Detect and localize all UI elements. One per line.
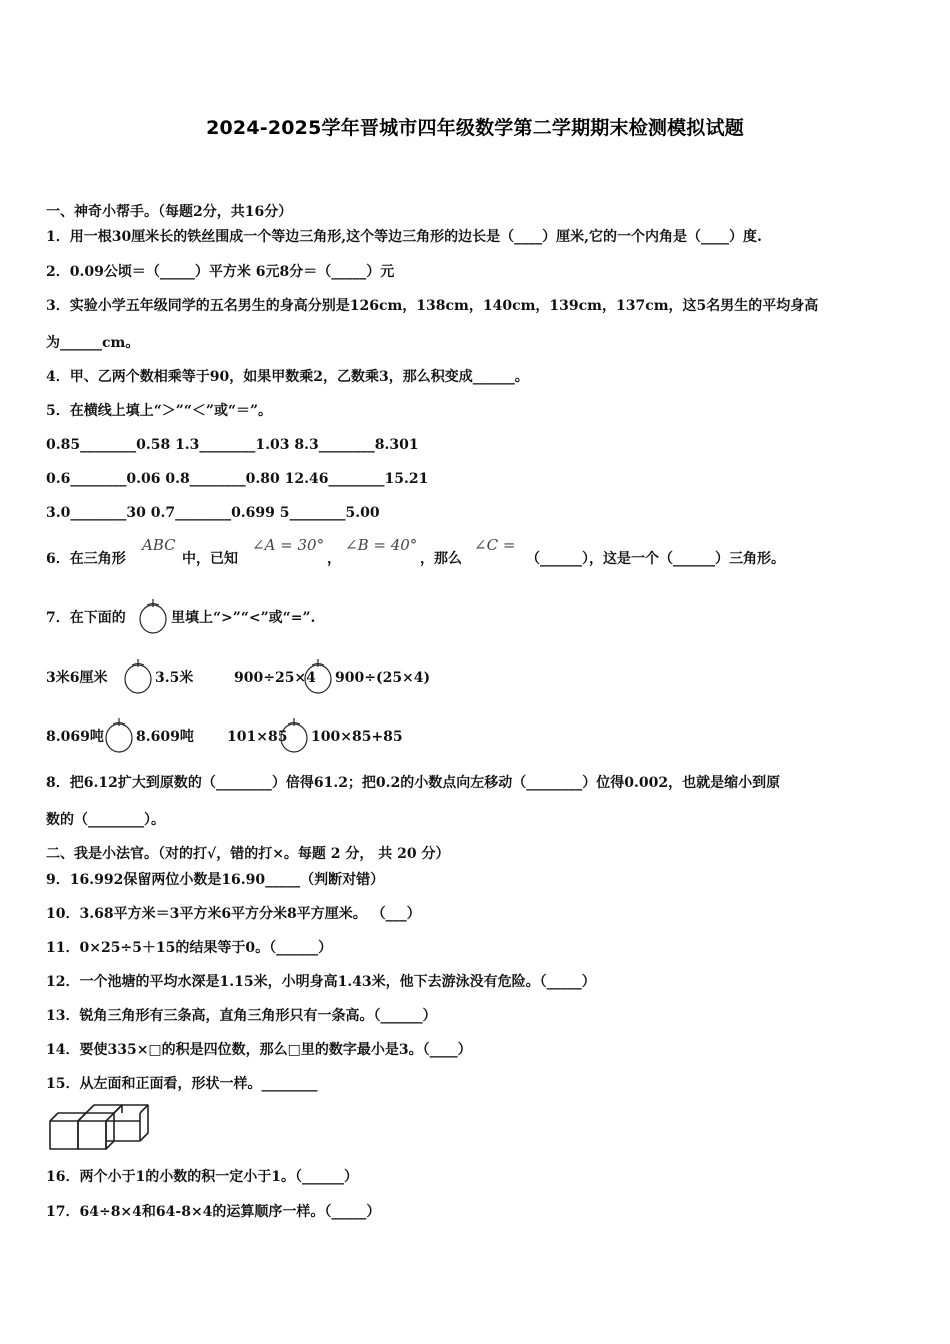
- section-1-heading: 一、神奇小帮手。（每题2分，共16分）: [46, 204, 293, 220]
- question-6-text-2: 中，已知: [182, 551, 238, 567]
- question-1: 1．用一根30厘米长的铁丝围成一个等边三角形,这个等边三角形的边长是（____）厘米,它的一个内角是（____）度.: [46, 229, 762, 245]
- apple-icon: [138, 596, 168, 636]
- question-6-text-5: （______），这是一个（______）三角形。: [526, 551, 785, 567]
- q7-row2-right-b: 100×85+85: [311, 729, 403, 745]
- question-11: 11．0×25÷5＋15的结果等于0。（______）: [46, 940, 333, 956]
- q7-row1-right-b: 900÷(25×4): [335, 670, 431, 686]
- triangle-abc-label: ABC: [142, 536, 176, 554]
- question-10: 10．3.68平方米＝3平方米6平方分米8平方厘米。 （___）: [46, 906, 421, 922]
- apple-icon: [303, 656, 333, 696]
- question-6-text-4: ，那么: [420, 551, 462, 567]
- question-8-line-1: 8．把6.12扩大到原数的（________）倍得61.2；把0.2的小数点向左移动（________）位得0.002，也就是缩小到原: [46, 775, 781, 791]
- angle-b-expression: ∠B = 40°: [345, 536, 418, 554]
- question-7-text-2: 里填上“>”“<”或“=”.: [171, 610, 316, 626]
- apple-icon: [123, 656, 153, 696]
- q7-row1-right-a: 900÷25×4: [234, 670, 316, 686]
- question-13: 13．锐角三角形有三条高，直角三角形只有一条高。（______）: [46, 1008, 437, 1024]
- question-2: 2．0.09公顷＝（_____）平方米 6元8分＝（_____）元: [46, 264, 395, 280]
- apple-icon: [279, 715, 309, 755]
- apple-icon: [104, 715, 134, 755]
- question-9: 9．16.992保留两位小数是16.90_____（判断对错）: [46, 872, 385, 888]
- question-3-line-2: 为______cm。: [46, 335, 140, 351]
- question-5-row-3: 3.0________30 0.7________0.699 5________5.00: [46, 505, 380, 521]
- question-6-text-3: ，: [327, 551, 341, 567]
- question-8-line-2: 数的（________）。: [46, 812, 165, 828]
- angle-c-expression: ∠C =: [474, 536, 516, 554]
- question-3-line-1: 3．实验小学五年级同学的五名男生的身高分别是126cm，138cm，140cm，139cm，137cm，这5名男生的平均身高: [46, 298, 819, 314]
- q7-row1-left-a: 3米6厘米: [46, 670, 108, 686]
- cubes-figure: [48, 1104, 152, 1152]
- question-6-text-1: 6．在三角形: [46, 551, 126, 567]
- q7-row2-left-b: 8.609吨: [136, 729, 194, 745]
- question-5-row-1: 0.85________0.58 1.3________1.03 8.3________8.301: [46, 437, 419, 453]
- question-14: 14．要使335×□的积是四位数，那么□里的数字最小是3。（____）: [46, 1042, 472, 1058]
- page-title: 2024-2025学年晋城市四年级数学第二学期期末检测模拟试题: [206, 117, 744, 139]
- question-4: 4．甲、乙两个数相乘等于90，如果甲数乘2，乙数乘3，那么积变成______。: [46, 369, 529, 385]
- question-17: 17．64÷8×4和64-8×4的运算顺序一样。（_____）: [46, 1204, 381, 1220]
- question-7-text-1: 7．在下面的: [46, 610, 126, 626]
- question-5-row-2: 0.6________0.06 0.8________0.80 12.46________15.21: [46, 471, 429, 487]
- question-15: 15．从左面和正面看，形状一样。________: [46, 1076, 318, 1092]
- angle-a-expression: ∠A = 30°: [252, 536, 325, 554]
- section-2-heading: 二、我是小法官。（对的打√，错的打×。每题 2 分， 共 20 分）: [46, 846, 450, 862]
- question-12: 12．一个池塘的平均水深是1.15米，小明身高1.43米，他下去游泳没有危险。（_____）: [46, 974, 596, 990]
- q7-row2-left-a: 8.069吨: [46, 729, 104, 745]
- question-16: 16．两个小于1的小数的积一定小于1。（______）: [46, 1169, 358, 1185]
- q7-row1-left-b: 3.5米: [155, 670, 194, 686]
- q7-row2-right-a: 101×85: [227, 729, 288, 745]
- question-5: 5．在横线上填上“＞”“＜”或“＝”。: [46, 403, 273, 419]
